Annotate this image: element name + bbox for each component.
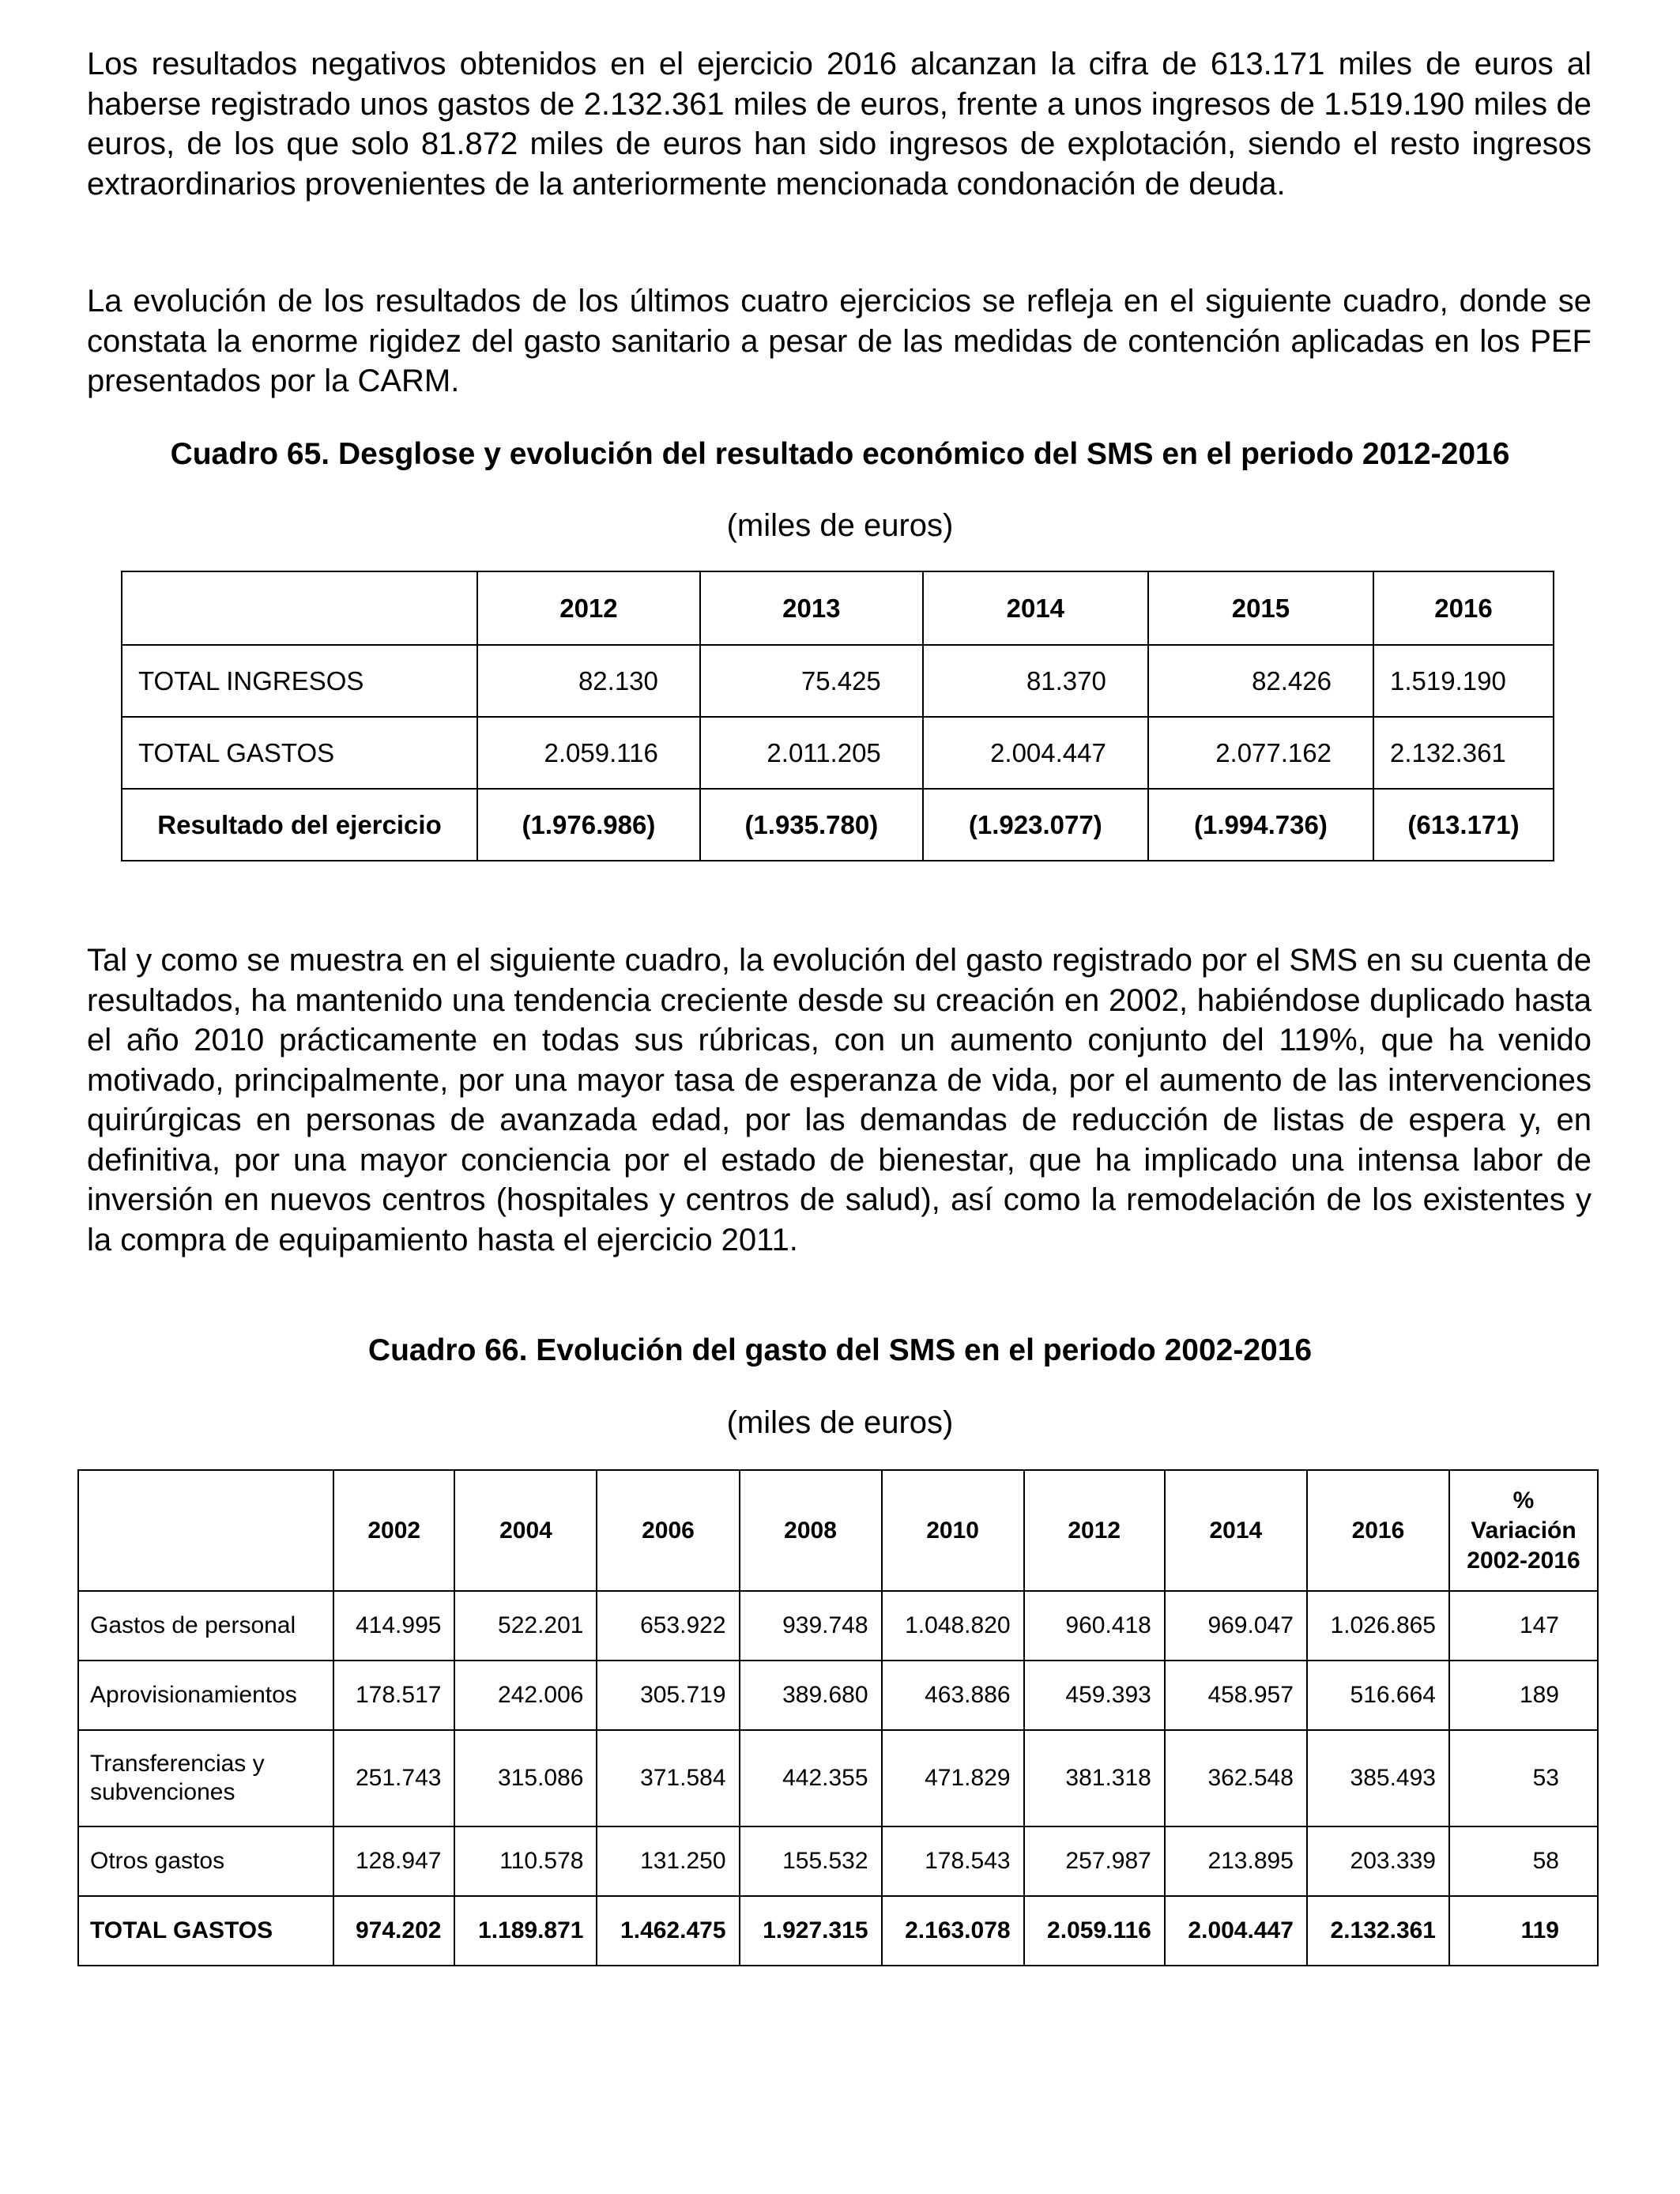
table-cell: 53: [1449, 1730, 1598, 1826]
table-header-cell: 2016: [1307, 1470, 1449, 1591]
table-cell: 1.519.190: [1373, 645, 1554, 717]
table-header-cell: 2014: [923, 571, 1148, 645]
paragraph-spending: Tal y como se muestra en el siguiente cuadro, la evolución del gasto registrado por el SMS en su cuenta de resultados, ha mantenido una tendencia creciente desde su creación en 2002, habiéndose duplicado hasta el año 2010 prácticamente en todas sus rúbricas, con un aumento conjunto del 119%, que ha venido motivado, principalmente, por una mayor tasa de esperanza de vida, por el aumento de las intervenciones quirúrgicas en personas de avanzada edad, por las demandas de reducción de listas de espera y, en definitiva, por una mayor conciencia por el estado de bienestar, que ha implicado una intensa labor de inversión en nuevos centros (hospitales y centros de salud), así como la remodelación de los existentes y la compra de equipamiento hasta el ejercicio 2011.: [87, 943, 1591, 1257]
table-cell: 1.462.475: [597, 1896, 739, 1966]
table66-units: (miles de euros): [726, 1405, 954, 1440]
table-header-cell: 2015: [1148, 571, 1373, 645]
table-cell: 131.250: [597, 1826, 739, 1896]
variation-header-line: 2002-2016: [1467, 1547, 1580, 1574]
row-label: TOTAL GASTOS: [78, 1896, 333, 1966]
table-header-cell: 2006: [597, 1470, 739, 1591]
table-cell: 974.202: [333, 1896, 454, 1966]
table-cell: 389.680: [740, 1661, 882, 1730]
table-cell: 81.370: [923, 645, 1148, 717]
table-cell: 315.086: [454, 1730, 597, 1826]
table-cell: (1.994.736): [1148, 789, 1373, 861]
table-cell: (613.171): [1373, 789, 1554, 861]
row-label-line: subvenciones: [90, 1779, 235, 1805]
table-cell: 414.995: [333, 1591, 454, 1661]
table-row: [78, 1591, 1598, 1661]
table-cell: 385.493: [1307, 1730, 1449, 1826]
table-header-cell: 2004: [454, 1470, 597, 1591]
table-cell: 2.004.447: [923, 717, 1148, 789]
table-row: [78, 1730, 1598, 1826]
table-cell: 147: [1449, 1591, 1598, 1661]
table-cell: 2.132.361: [1307, 1896, 1449, 1966]
table-cell: 128.947: [333, 1826, 454, 1896]
table-cell: 458.957: [1165, 1661, 1307, 1730]
table-header-cell: 2012: [1024, 1470, 1165, 1591]
table66-caption: Cuadro 66. Evolución del gasto del SMS en el periodo 2002-2016: [367, 1333, 1313, 1367]
table-cell: 653.922: [597, 1591, 739, 1661]
table-cell: 381.318: [1024, 1730, 1165, 1826]
table65-units: (miles de euros): [726, 508, 954, 543]
row-label: TOTAL INGRESOS: [122, 645, 477, 717]
paragraph-evolution: La evolución de los resultados de los últimos cuatro ejercicios se refleja en el siguiente cuadro, donde se constata la enorme rigidez del gasto sanitario a pesar de las medidas de contención aplicadas en los PEF presentados por la CARM.: [87, 284, 1591, 398]
variation-header-line: %: [1512, 1487, 1535, 1514]
table-cell: 939.748: [740, 1591, 882, 1661]
row-label: Resultado del ejercicio: [122, 789, 477, 861]
table-cell: 362.548: [1165, 1730, 1307, 1826]
table-cell: 2.011.205: [700, 717, 923, 789]
table-cell: 1.026.865: [1307, 1591, 1449, 1661]
table-header-cell: 2008: [740, 1470, 882, 1591]
paragraph-intro: Los resultados negativos obtenidos en el ejercicio 2016 alcanzan la cifra de 613.171 miles de euros al haberse registrado unos gastos de 2.132.361 miles de euros, frente a unos ingresos de 1.519.190 miles de euros, de los que solo 81.872 miles de euros han sido ingresos de explotación, siendo el resto ingresos extraordinarios provenientes de la anteriormente mencionada condonación de deuda.: [87, 47, 1591, 202]
variation-header-line: Variación: [1471, 1517, 1576, 1544]
table-cell: 178.543: [882, 1826, 1024, 1896]
table-cell: 2.077.162: [1148, 717, 1373, 789]
table-header-cell: 2002: [333, 1470, 454, 1591]
table-cell: 2.004.447: [1165, 1896, 1307, 1966]
table-header-row: [122, 571, 1554, 645]
table-row: [78, 1896, 1598, 1966]
table-cell: 2.132.361: [1373, 717, 1554, 789]
table-cell: 82.426: [1148, 645, 1373, 717]
table-cell: (1.935.780): [700, 789, 923, 861]
row-label: Otros gastos: [78, 1826, 333, 1896]
table-cell: 463.886: [882, 1661, 1024, 1730]
table-cell: 178.517: [333, 1661, 454, 1730]
table-cell: 522.201: [454, 1591, 597, 1661]
table-cell: 251.743: [333, 1730, 454, 1826]
table-cell: 242.006: [454, 1661, 597, 1730]
table-cell: 110.578: [454, 1826, 597, 1896]
table65-caption: Cuadro 65. Desglose y evolución del resultado económico del SMS en el periodo 2012-2016: [170, 437, 1510, 471]
table-cell: 155.532: [740, 1826, 882, 1896]
table-header-cell: 2012: [477, 571, 700, 645]
table-cell: 442.355: [740, 1730, 882, 1826]
row-label: Gastos de personal: [78, 1591, 333, 1661]
table-cell: 960.418: [1024, 1591, 1165, 1661]
table-header-row: [78, 1470, 1598, 1591]
table-header-cell: [78, 1470, 333, 1591]
table-cell: 257.987: [1024, 1826, 1165, 1896]
table-cell: 1.048.820: [882, 1591, 1024, 1661]
row-label: Aprovisionamientos: [78, 1661, 333, 1730]
table-cell: 2.163.078: [882, 1896, 1024, 1966]
table-cell: 459.393: [1024, 1661, 1165, 1730]
table-row: [78, 1661, 1598, 1730]
table-cell: 969.047: [1165, 1591, 1307, 1661]
table65: [121, 571, 1554, 861]
table-cell: 471.829: [882, 1730, 1024, 1826]
table-cell: 119: [1449, 1896, 1598, 1966]
table-cell: 213.895: [1165, 1826, 1307, 1896]
row-label: [78, 1730, 333, 1826]
table-header-cell: 2016: [1373, 571, 1554, 645]
table-header-cell: 2014: [1165, 1470, 1307, 1591]
table-cell: 75.425: [700, 645, 923, 717]
table-row: [122, 717, 1554, 789]
table-row: [78, 1826, 1598, 1896]
table66: [77, 1469, 1599, 1966]
table-cell: 1.189.871: [454, 1896, 597, 1966]
table-cell: 82.130: [477, 645, 700, 717]
table-row: [122, 645, 1554, 717]
table-cell: 516.664: [1307, 1661, 1449, 1730]
variation-header: [1449, 1470, 1598, 1591]
table-row: [122, 789, 1554, 861]
table-cell: 2.059.116: [1024, 1896, 1165, 1966]
table-cell: 305.719: [597, 1661, 739, 1730]
table-cell: (1.976.986): [477, 789, 700, 861]
table-cell: 189: [1449, 1661, 1598, 1730]
table-cell: 1.927.315: [740, 1896, 882, 1966]
table-cell: 371.584: [597, 1730, 739, 1826]
table-cell: 2.059.116: [477, 717, 700, 789]
row-label: TOTAL GASTOS: [122, 717, 477, 789]
table-header-cell: 2010: [882, 1470, 1024, 1591]
table-cell: 203.339: [1307, 1826, 1449, 1896]
row-label-line: Transferencias y: [90, 1751, 265, 1777]
table-cell: (1.923.077): [923, 789, 1148, 861]
table-cell: 58: [1449, 1826, 1598, 1896]
table-header-cell: 2013: [700, 571, 923, 645]
table-header-cell: [122, 571, 477, 645]
